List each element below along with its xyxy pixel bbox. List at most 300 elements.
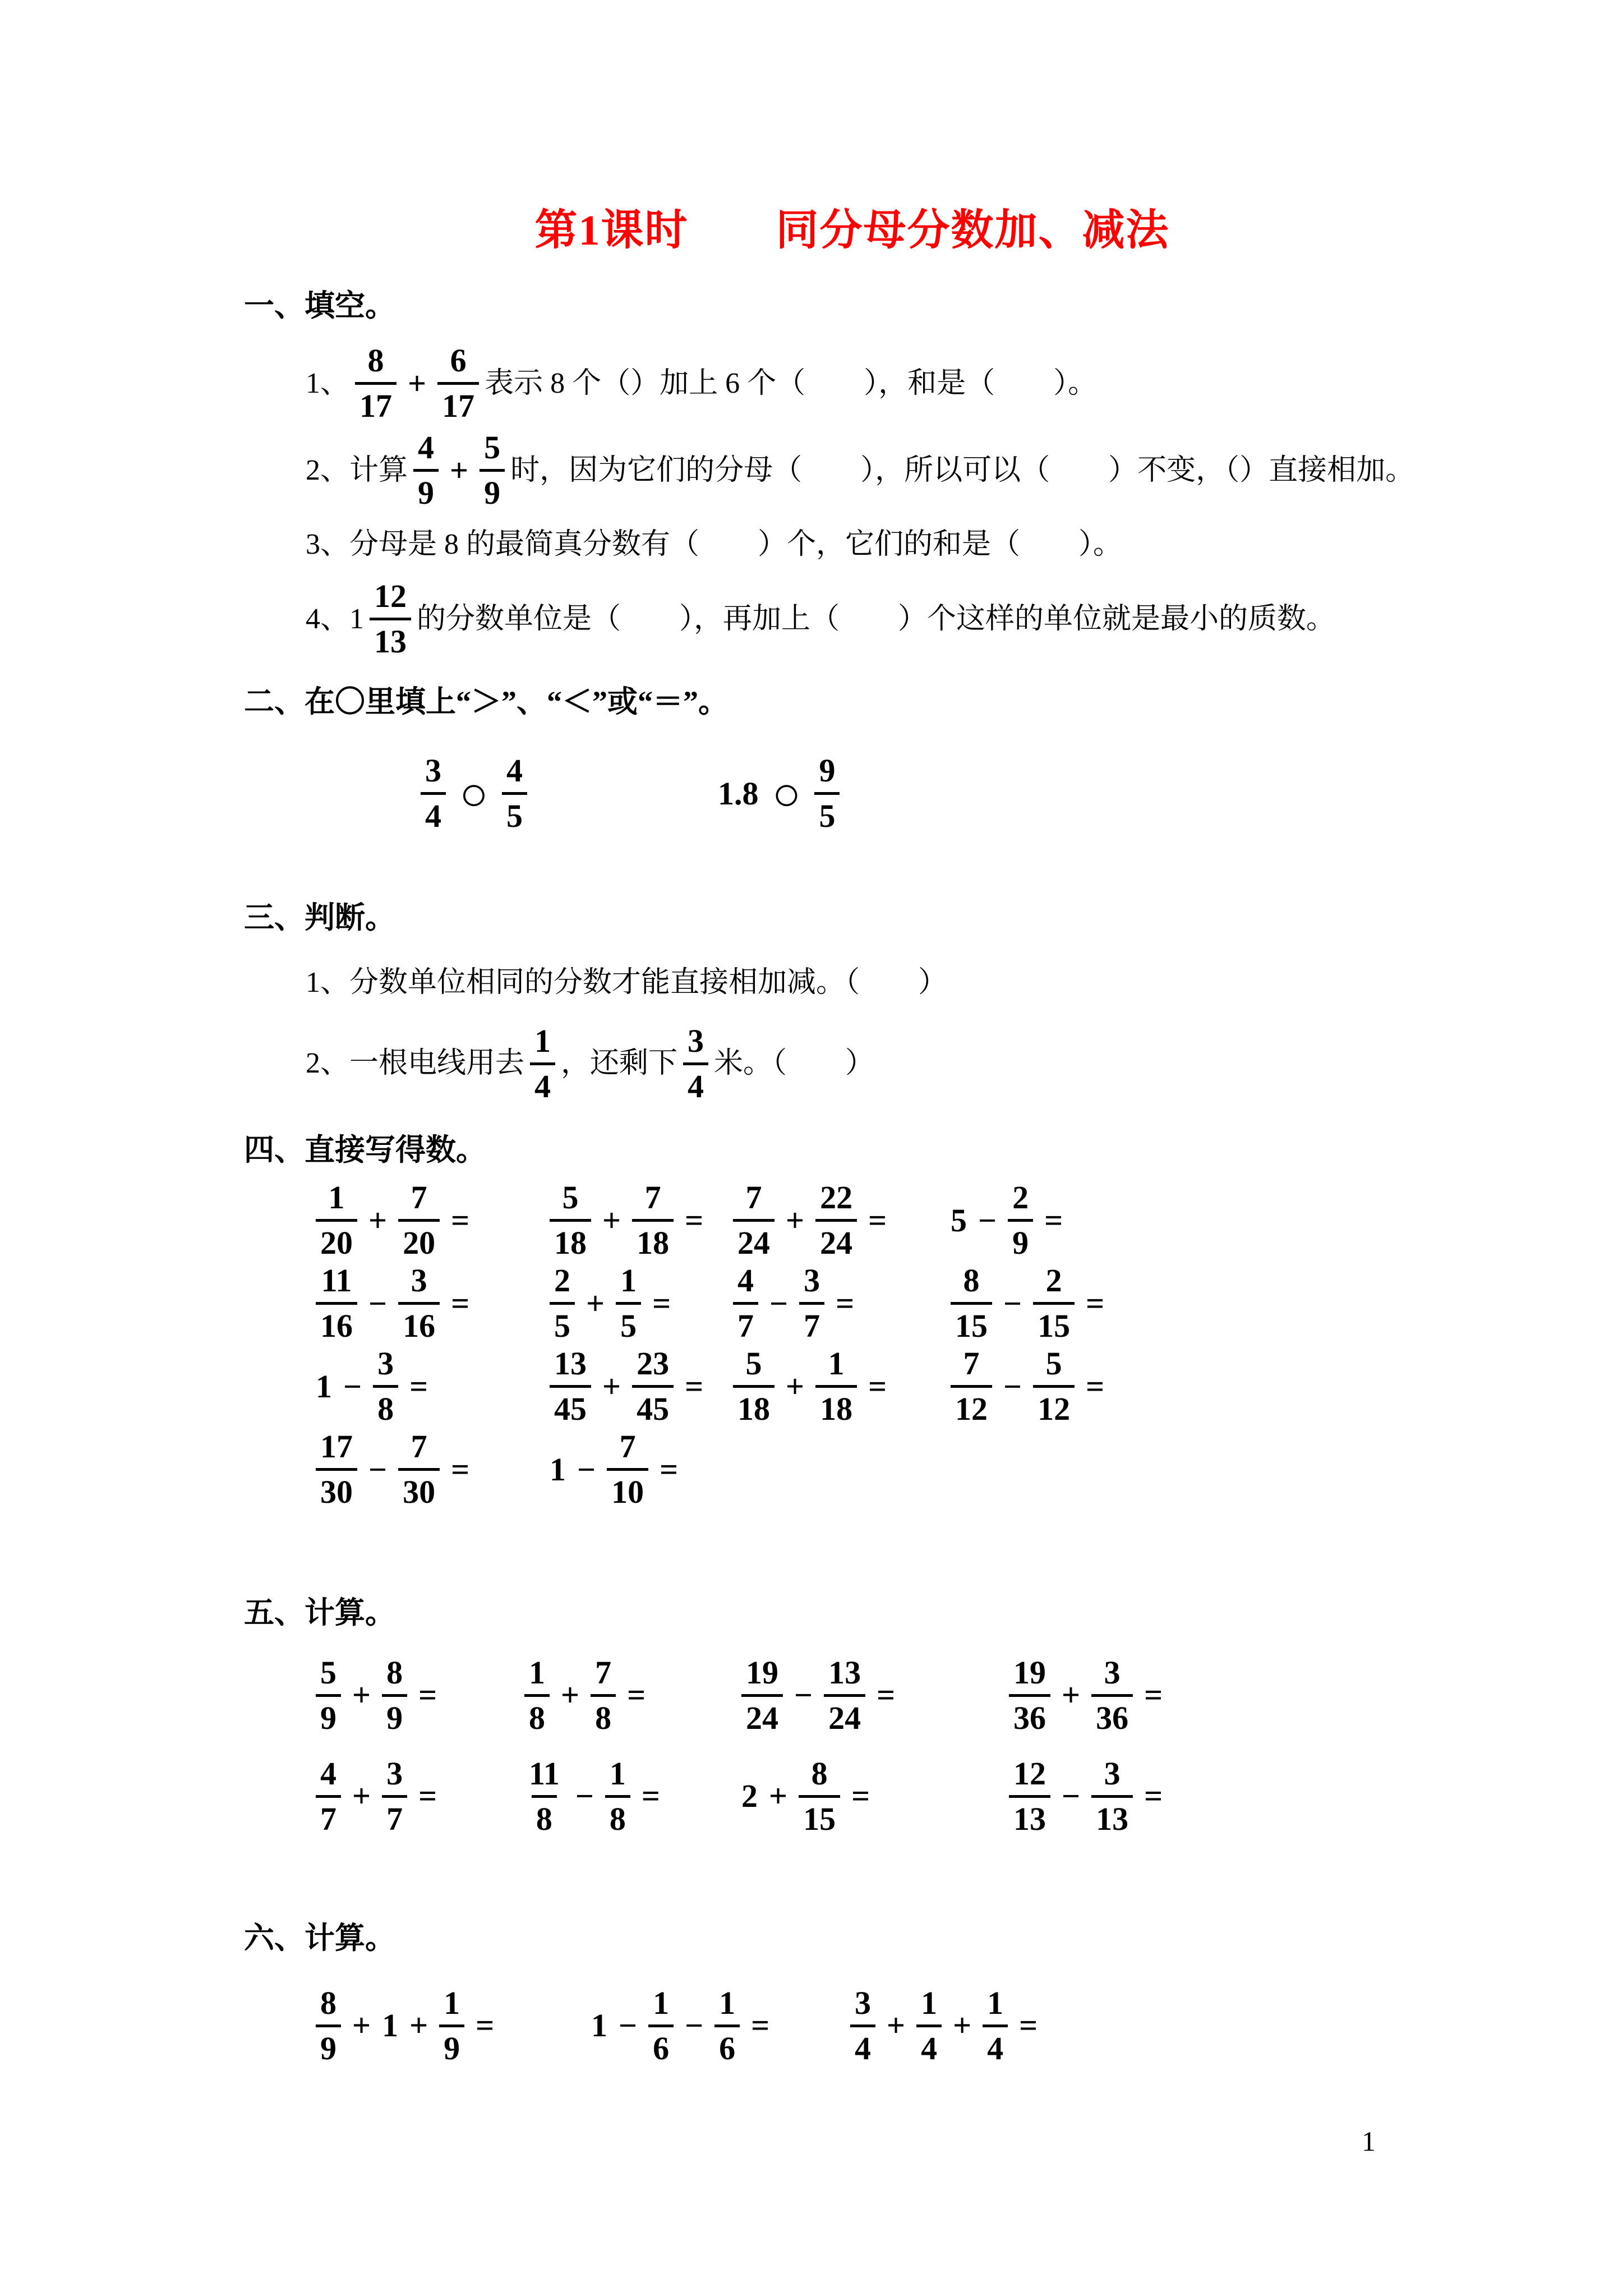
fraction <box>815 1179 857 1262</box>
denominator: 24 <box>824 1694 865 1734</box>
math-expression <box>310 1430 544 1510</box>
math-token: + <box>352 1778 371 1815</box>
numerator: 5 <box>320 1654 336 1691</box>
math-expression <box>736 1756 1003 1836</box>
math-token: = <box>751 2007 770 2044</box>
numerator: 5 <box>562 1179 579 1216</box>
math-token: = <box>868 1368 887 1405</box>
math-token: − <box>685 2007 704 2044</box>
math-token: ○ <box>772 766 801 821</box>
denominator: 4 <box>916 2024 942 2065</box>
math-expression <box>945 1264 1460 1343</box>
denominator: 8 <box>605 1795 630 1835</box>
fraction <box>607 1428 648 1511</box>
numerator: 7 <box>644 1179 661 1216</box>
math-expression <box>736 1655 1003 1735</box>
fraction <box>1091 1654 1133 1736</box>
math-token: = <box>836 1285 855 1322</box>
denominator: 7 <box>316 1795 341 1835</box>
math-expression <box>845 1986 1460 2065</box>
text-run: 的分数单位是（ ），再加上（ ）个这样的单位就是最小的质数。 <box>417 602 1336 635</box>
math-token: = <box>409 1368 428 1405</box>
math-token: − <box>368 1285 388 1322</box>
numerator: 1 <box>328 1179 345 1216</box>
numerator: 8 <box>367 342 384 379</box>
numerator: 5 <box>1045 1345 1062 1382</box>
denominator: 5 <box>550 1302 575 1342</box>
numerator: 22 <box>820 1179 853 1216</box>
numerator: 17 <box>320 1428 353 1465</box>
numerator: 3 <box>688 1022 704 1059</box>
fraction <box>850 1984 875 2067</box>
fraction <box>824 1654 865 1736</box>
fraction <box>733 1262 758 1345</box>
math-expression <box>415 746 712 841</box>
math-expression <box>519 1756 736 1836</box>
numerator: 7 <box>963 1345 980 1382</box>
denominator: 12 <box>1033 1385 1075 1425</box>
numerator: 7 <box>411 1179 427 1216</box>
math-token: 2 <box>741 1778 758 1815</box>
text-run: 1、分数单位相同的分数才能直接相加减。（ ） <box>306 966 948 999</box>
fraction <box>437 342 479 425</box>
fraction <box>733 1179 774 1262</box>
numerator: 9 <box>819 752 836 789</box>
numerator: 1 <box>921 1984 938 2021</box>
math-token: + <box>769 1778 788 1815</box>
fraction <box>550 1179 591 1262</box>
fraction <box>398 1179 440 1262</box>
math-token: = <box>685 1368 704 1405</box>
denominator: 24 <box>733 1219 774 1259</box>
math-token: 1.8 <box>718 775 759 812</box>
numerator: 4 <box>737 1262 754 1299</box>
section-heading: 三、判断。 <box>244 900 395 935</box>
numerator: 4 <box>506 752 523 789</box>
denominator: 18 <box>550 1219 591 1259</box>
math-token: = <box>1044 1202 1063 1239</box>
denominator: 30 <box>398 1468 440 1508</box>
denominator: 12 <box>951 1385 992 1425</box>
page-number: 1 <box>1362 2125 1376 2157</box>
math-token: = <box>451 1202 470 1239</box>
math-token: − <box>794 1677 813 1714</box>
math-row <box>310 1756 1460 1836</box>
fraction <box>524 1654 550 1736</box>
fraction <box>799 1757 840 1835</box>
numerator: 8 <box>811 1755 828 1792</box>
denominator: 13 <box>1091 1795 1133 1835</box>
denominator: 4 <box>850 2024 875 2065</box>
fraction <box>1008 1179 1033 1262</box>
denominator: 16 <box>316 1302 357 1342</box>
math-token: + <box>953 2007 972 2044</box>
section-sec6 <box>244 1920 1460 2065</box>
numerator: 7 <box>619 1428 636 1465</box>
denominator: 8 <box>532 1795 557 1835</box>
denominator: 20 <box>316 1219 357 1259</box>
numerator: 12 <box>374 578 407 615</box>
math-token: = <box>451 1451 470 1488</box>
denominator: 20 <box>398 1219 440 1259</box>
numerator: 12 <box>1013 1755 1046 1792</box>
math-token: = <box>1144 1677 1163 1714</box>
worksheet-content <box>244 288 1460 2065</box>
numerator: 1 <box>529 1654 545 1691</box>
fraction <box>316 1757 341 1835</box>
numerator: 3 <box>386 1755 403 1792</box>
denominator: 6 <box>648 2024 674 2065</box>
denominator: 9 <box>382 1694 407 1734</box>
denominator: 8 <box>524 1694 550 1734</box>
fraction <box>814 752 840 835</box>
math-token: = <box>1086 1285 1105 1322</box>
fraction <box>316 1984 341 2067</box>
math-row <box>310 1181 1460 1260</box>
denominator: 6 <box>714 2024 740 2065</box>
math-expression <box>310 1756 519 1836</box>
fraction <box>382 1654 407 1736</box>
text-run: ，还剩下 <box>561 1047 678 1080</box>
fraction <box>683 1022 708 1105</box>
fraction <box>550 1345 591 1428</box>
text-run: 4、1 <box>306 602 365 635</box>
text-run: 2、一根电线用去 <box>306 1047 525 1080</box>
numerator: 8 <box>320 1984 336 2021</box>
fraction <box>421 752 446 835</box>
numerator: 8 <box>963 1262 980 1299</box>
numerator: 4 <box>320 1755 336 1792</box>
fraction <box>524 1757 564 1835</box>
denominator: 15 <box>1033 1302 1075 1342</box>
math-expression <box>1003 1756 1460 1836</box>
math-token: = <box>418 1778 437 1815</box>
numerator: 19 <box>1013 1654 1046 1691</box>
numerator: 3 <box>1104 1755 1121 1792</box>
denominator: 45 <box>632 1385 674 1425</box>
math-token: − <box>575 1778 594 1815</box>
numerator: 3 <box>804 1262 820 1299</box>
denominator: 36 <box>1009 1694 1050 1734</box>
numerator: 13 <box>828 1654 861 1691</box>
fraction <box>983 1984 1008 2067</box>
math-token: + <box>450 452 469 489</box>
numerator: 1 <box>609 1755 626 1792</box>
text-run: 表示 8 个（）加上 6 个（ ），和是（ ）。 <box>485 367 1098 399</box>
denominator: 7 <box>382 1795 407 1835</box>
fraction <box>1009 1654 1050 1736</box>
math-expression <box>727 1264 945 1343</box>
numerator: 1 <box>620 1262 637 1299</box>
section-sec4 <box>244 1132 1460 1510</box>
math-token: 1 <box>382 2007 399 2044</box>
denominator: 9 <box>316 2024 341 2065</box>
fraction <box>1009 1757 1050 1835</box>
fraction <box>316 1179 357 1262</box>
math-token: + <box>786 1368 805 1405</box>
numerator: 23 <box>637 1345 670 1382</box>
math-expression <box>1003 1655 1460 1735</box>
denominator: 13 <box>370 618 411 658</box>
denominator: 5 <box>814 792 840 832</box>
denominator: 13 <box>1009 1795 1050 1835</box>
math-token: = <box>476 2007 495 2044</box>
numerator: 7 <box>411 1428 427 1465</box>
math-row <box>310 1264 1460 1343</box>
section-heading: 四、直接写得数。 <box>244 1133 486 1167</box>
fraction <box>398 1262 440 1345</box>
math-token: + <box>602 1368 621 1405</box>
fraction <box>439 1984 464 2067</box>
text-run: 米。（ ） <box>714 1047 875 1080</box>
numerator: 2 <box>554 1262 570 1299</box>
numerator: 1 <box>444 1984 460 2021</box>
fraction <box>616 1262 641 1345</box>
math-token: + <box>352 2007 371 2044</box>
fraction <box>741 1654 783 1736</box>
denominator: 18 <box>632 1219 674 1259</box>
denominator: 9 <box>413 469 439 509</box>
fraction <box>373 1345 398 1428</box>
math-token: = <box>1144 1778 1163 1815</box>
fraction <box>605 1757 630 1835</box>
fraction <box>1033 1345 1075 1428</box>
numerator: 5 <box>484 429 501 466</box>
math-expression <box>712 746 1460 841</box>
math-expression <box>544 1264 727 1343</box>
denominator: 24 <box>815 1219 857 1259</box>
numerator: 11 <box>321 1262 352 1299</box>
math-token: = <box>1086 1368 1105 1405</box>
math-token: = <box>877 1677 896 1714</box>
section-sec5 <box>244 1595 1460 1837</box>
denominator: 15 <box>951 1302 992 1342</box>
fraction <box>502 752 527 835</box>
math-token: 1 <box>316 1368 332 1405</box>
numerator: 3 <box>411 1262 427 1299</box>
math-expression <box>945 1347 1460 1427</box>
math-token: − <box>343 1368 362 1405</box>
math-row <box>310 1347 1460 1427</box>
math-token: + <box>887 2007 906 2044</box>
numerator: 8 <box>386 1654 403 1691</box>
math-token: = <box>652 1285 671 1322</box>
denominator: 9 <box>439 2024 464 2065</box>
fraction <box>479 429 505 512</box>
fraction <box>815 1345 857 1428</box>
text-run: 2、计算 <box>306 454 408 486</box>
math-row <box>310 1655 1460 1735</box>
math-expression <box>519 1655 736 1735</box>
fraction <box>382 1757 407 1835</box>
denominator: 5 <box>502 792 527 832</box>
section-heading: 五、计算。 <box>244 1595 395 1630</box>
fraction <box>355 342 396 425</box>
math-token: − <box>577 1451 596 1488</box>
denominator: 15 <box>799 1795 840 1835</box>
fraction <box>733 1345 774 1428</box>
math-row <box>310 1986 1460 2065</box>
section-heading: 二、在〇里填上“＞”、“＜”或“＝”。 <box>244 685 728 719</box>
numerator: 3 <box>377 1345 394 1382</box>
math-token: + <box>409 2007 428 2044</box>
worksheet-line <box>306 342 1460 425</box>
math-token: = <box>451 1285 470 1322</box>
worksheet-line <box>306 1022 1460 1105</box>
denominator: 7 <box>733 1302 758 1342</box>
fraction <box>398 1428 440 1511</box>
math-token: + <box>586 1285 605 1322</box>
math-expression <box>310 1655 519 1735</box>
fraction <box>916 1984 942 2067</box>
fraction <box>591 1654 616 1736</box>
math-token: + <box>368 1202 388 1239</box>
numerator: 7 <box>745 1179 762 1216</box>
math-expression <box>945 1181 1460 1260</box>
denominator: 9 <box>316 1694 341 1734</box>
math-expression <box>544 1347 727 1427</box>
denominator: 18 <box>733 1385 774 1425</box>
fraction <box>413 429 439 512</box>
denominator: 36 <box>1091 1694 1133 1734</box>
numerator: 1 <box>828 1345 845 1382</box>
denominator: 16 <box>398 1302 440 1342</box>
math-token: + <box>352 1677 371 1714</box>
math-token: ○ <box>459 766 488 821</box>
denominator: 24 <box>741 1694 783 1734</box>
math-token: − <box>1003 1285 1022 1322</box>
numerator: 1 <box>534 1022 551 1059</box>
numerator: 1 <box>987 1984 1004 2021</box>
math-row <box>415 746 1460 841</box>
math-token: − <box>978 1202 997 1239</box>
denominator: 17 <box>437 382 479 422</box>
denominator: 10 <box>607 1468 648 1508</box>
denominator: 17 <box>355 382 396 422</box>
math-token: = <box>868 1202 887 1239</box>
math-expression <box>310 1264 544 1343</box>
math-token: 5 <box>951 1202 967 1239</box>
section-sec3 <box>244 900 1460 1103</box>
text-run: 1、 <box>306 367 350 399</box>
denominator: 4 <box>530 1062 555 1103</box>
fraction <box>316 1428 357 1511</box>
math-expression <box>310 1347 544 1427</box>
math-token: − <box>1003 1368 1022 1405</box>
fraction <box>316 1654 341 1736</box>
math-expression <box>544 1430 727 1510</box>
math-token: = <box>418 1677 437 1714</box>
math-token: − <box>368 1451 388 1488</box>
math-expression <box>310 1181 544 1260</box>
math-token: + <box>1062 1677 1081 1714</box>
denominator: 4 <box>983 2024 1008 2065</box>
fraction <box>530 1022 555 1105</box>
fraction <box>550 1262 575 1345</box>
denominator: 4 <box>683 1062 708 1103</box>
worksheet-line <box>306 518 1460 571</box>
numerator: 1 <box>719 1984 736 2021</box>
math-expression <box>585 1986 845 2065</box>
math-row <box>310 1430 1460 1510</box>
denominator: 4 <box>421 792 446 832</box>
numerator: 7 <box>595 1654 612 1691</box>
numerator: 2 <box>1012 1179 1029 1216</box>
numerator: 3 <box>855 1984 871 2021</box>
math-token: = <box>660 1451 679 1488</box>
worksheet-line <box>306 580 1460 658</box>
numerator: 3 <box>1104 1654 1121 1691</box>
numerator: 2 <box>1045 1262 1062 1299</box>
numerator: 1 <box>653 1984 670 2021</box>
fraction <box>1091 1757 1133 1835</box>
fraction <box>951 1262 992 1345</box>
math-token: = <box>851 1778 870 1815</box>
denominator: 45 <box>550 1385 591 1425</box>
math-token: + <box>561 1677 580 1714</box>
denominator: 5 <box>616 1302 641 1342</box>
denominator: 18 <box>815 1385 857 1425</box>
numerator: 4 <box>418 429 435 466</box>
math-token: − <box>1062 1778 1081 1815</box>
math-expression <box>727 1181 945 1260</box>
math-token: + <box>602 1202 621 1239</box>
fraction <box>632 1345 674 1428</box>
worksheet-line <box>306 956 1460 1009</box>
denominator: 7 <box>799 1302 824 1342</box>
denominator: 9 <box>1008 1219 1033 1259</box>
page-title: 第1课时 同分母分数加、减法 <box>534 207 1170 254</box>
denominator: 9 <box>479 469 505 509</box>
section-sec1 <box>244 288 1460 658</box>
section-heading: 六、计算。 <box>244 1921 395 1955</box>
fraction <box>799 1262 824 1345</box>
numerator: 11 <box>529 1755 560 1792</box>
math-expression <box>727 1347 945 1427</box>
math-token: + <box>408 365 427 402</box>
denominator: 8 <box>373 1385 398 1425</box>
denominator: 8 <box>591 1694 616 1734</box>
math-token: + <box>786 1202 805 1239</box>
math-expression <box>544 1181 727 1260</box>
numerator: 19 <box>746 1654 778 1691</box>
numerator: 5 <box>745 1345 762 1382</box>
numerator: 6 <box>450 342 467 379</box>
math-token: = <box>1019 2007 1038 2044</box>
math-token: = <box>641 1778 660 1815</box>
math-token: = <box>685 1202 704 1239</box>
text-run: 时，因为它们的分母（ ），所以可以（ ）不变，（）直接相加。 <box>510 454 1415 486</box>
fraction <box>648 1984 674 2067</box>
numerator: 3 <box>425 752 441 789</box>
numerator: 13 <box>554 1345 587 1382</box>
math-token: − <box>769 1285 789 1322</box>
math-token: − <box>619 2007 638 2044</box>
worksheet-line <box>306 429 1460 512</box>
denominator: 30 <box>316 1468 357 1508</box>
math-token: 1 <box>591 2007 607 2044</box>
section-heading: 一、填空。 <box>244 289 395 323</box>
math-token: 1 <box>550 1451 566 1488</box>
section-sec2 <box>244 684 1460 841</box>
math-token: = <box>627 1677 646 1714</box>
fraction <box>316 1262 357 1345</box>
fraction <box>714 1984 740 2067</box>
fraction <box>1033 1262 1075 1345</box>
fraction <box>951 1345 992 1428</box>
fraction <box>370 580 411 658</box>
text-run: 3、分母是 8 的最简真分数有（ ）个，它们的和是（ ）。 <box>306 528 1123 561</box>
